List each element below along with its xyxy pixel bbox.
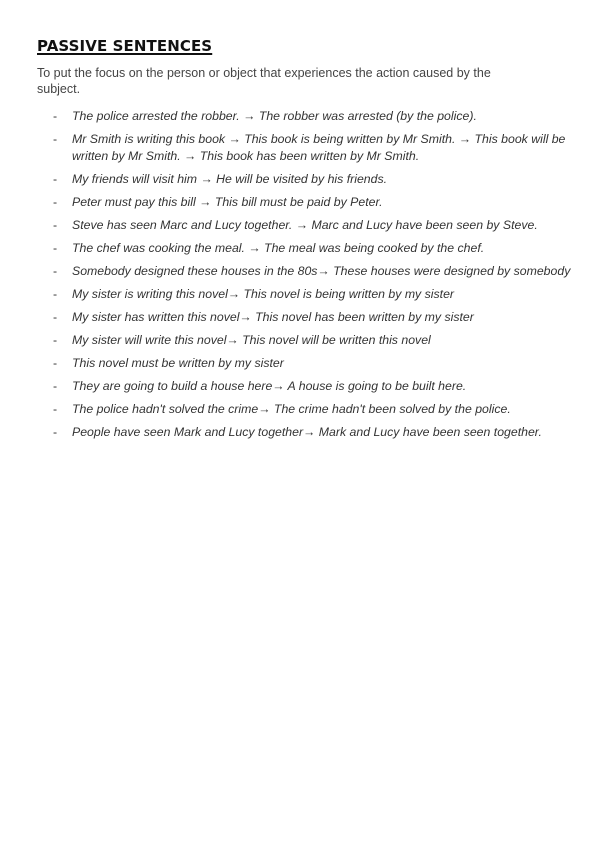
bullet-dash: -: [53, 195, 58, 209]
bullet-dash: -: [53, 172, 58, 186]
example-text: My sister is writing this novel→ This novel is being written by my sister: [72, 287, 455, 301]
example-text: The police hadn't solved the crime→ The crime hadn't been solved by the police.: [72, 402, 511, 416]
list-item: [37, 309, 582, 326]
example-text: My sister has written this novel→ This novel has been written by my sister: [72, 310, 474, 324]
example-text: Peter must pay this bill → This bill must be paid by Peter.: [72, 195, 383, 209]
bullet-dash: -: [53, 379, 58, 393]
list-item: [37, 286, 582, 303]
bullet-dash: -: [53, 356, 58, 370]
bullet-dash: -: [53, 310, 58, 324]
bullet-dash: -: [53, 402, 58, 416]
list-item: [37, 263, 582, 280]
bullet-dash: -: [53, 264, 58, 278]
list-item: [37, 424, 582, 441]
example-text: They are going to build a house here→ A house is going to be built here.: [72, 379, 467, 393]
list-item: [37, 355, 582, 372]
example-text: Steve has seen Marc and Lucy together. → Marc and Lucy have been seen by Steve.: [72, 218, 538, 232]
list-item: [37, 378, 582, 395]
list-item: [37, 108, 582, 125]
example-text: Somebody designed these houses in the 80s→ These houses were designed by somebody: [72, 264, 571, 278]
list-item: [37, 217, 582, 234]
example-text: Mr Smith is writing this book → This book is being written by Mr Smith. → This book will be written by Mr Smith. → This book has been written by Mr Smith.: [72, 132, 566, 163]
example-text: The chef was cooking the meal. → The meal was being cooked by the chef.: [72, 241, 485, 255]
example-text: This novel must be written by my sister: [72, 356, 284, 370]
list-item: [37, 332, 582, 349]
example-list: [37, 108, 576, 441]
list-item: [37, 171, 582, 188]
list-item: [37, 131, 582, 165]
bullet-dash: -: [53, 241, 58, 255]
bullet-dash: -: [53, 333, 58, 347]
intro-paragraph: To put the focus on the person or object that experiences the action caused by the subject.: [37, 66, 491, 96]
bullet-dash: -: [53, 132, 58, 146]
bullet-dash: -: [53, 287, 58, 301]
list-item: [37, 240, 582, 257]
list-item: [37, 194, 582, 211]
example-text: The police arrested the robber. → The robber was arrested (by the police).: [72, 109, 477, 123]
example-text: My friends will visit him → He will be visited by his friends.: [72, 172, 388, 186]
bullet-dash: -: [53, 109, 58, 123]
page-title: PASSIVE SENTENCES: [37, 37, 213, 55]
list-item: [37, 401, 582, 418]
example-text: People have seen Mark and Lucy together→ Mark and Lucy have been seen together.: [72, 425, 542, 439]
bullet-dash: -: [53, 218, 58, 232]
bullet-dash: -: [53, 425, 58, 439]
example-text: My sister will write this novel→ This novel will be written this novel: [72, 333, 431, 347]
